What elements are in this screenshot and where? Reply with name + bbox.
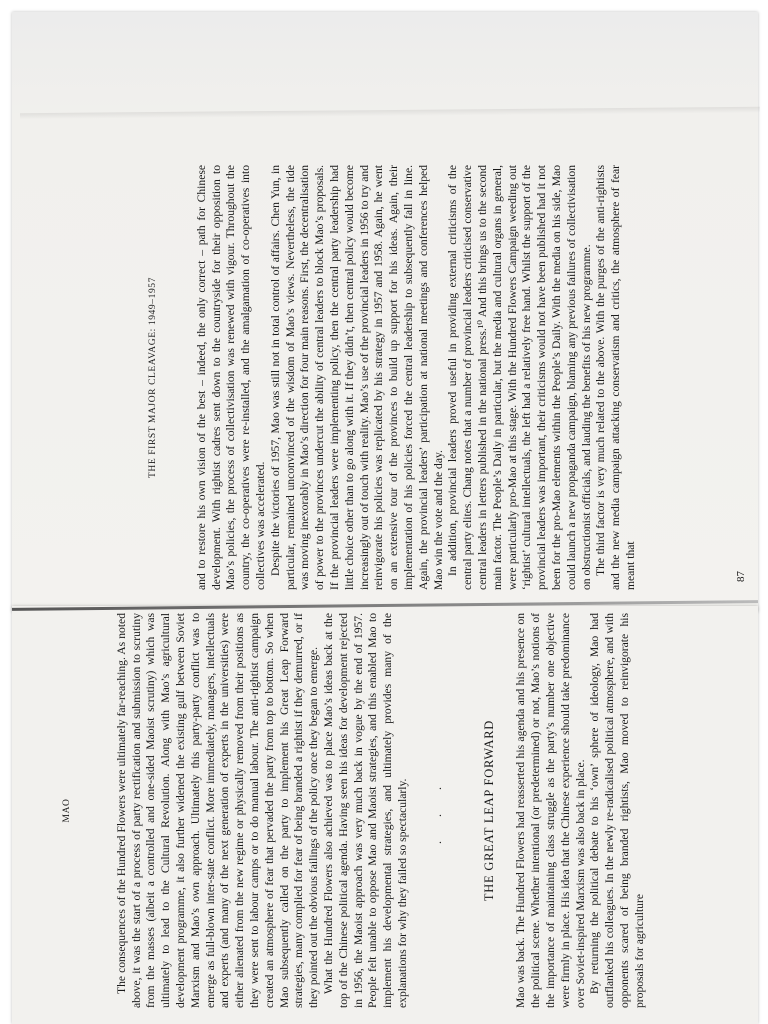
paragraph: In addition, provincial leaders proved useful in providing external criticisms of the central party elites. Chang notes that a number of provincial leaders criticised conservative central leaders in letters published in the national press.¹⁰ And this brings us to the second main factor. The People’s Daily in particular, but the media and cultural organs in general, were particularly pro-Mao at this stage. With the Hundred Flowers Campaign weeding out ‘rightist’ cultural intellectuals, the left had a relatively free hand. Whilst the support of the provincial leaders was important, their criticisms would not have been published had it not been for the pro-Mao elements within the People’s Daily. With the media on his side, Mao could launch a new propaganda campaign, blaming any previous failures of collectivisation on obstructionist officials, and lauding the benefits of his new programme. — [446, 165, 593, 590]
paragraph: Despite the victories of 1957, Mao was still not in total control of affairs. Chen Yun, in particular, remained unconvinced of the wisdom of Mao’s views. Nevertheless, the tide was moving inexorably in Mao’s direction for four main reasons. First, the decentralisation of power to the provinces undercut the ability of central leaders to block Mao’s proposals. If the provincial leaders were implementing policy, then the central party leadership had little choice other than to go along with it. If they didn’t, then central policy would become increasingly out of touch with reality. Mao’s use of the provincial leaders in 1956 to try and reinvigorate his policies was replicated by his strategy in 1957 and 1958. Again, he went on an extensive tour of the provinces to build up support for his ideas. Again, their implementation of his policies forced the central leadership to subsequently fall in line. Again, the provincial leaders’ participation at national meetings and conferences helped Mao win the vote and the day. — [268, 165, 445, 590]
left-page-text — [60, 613, 750, 1008]
paragraph: What the Hundred Flowers also achieved was to place Mao’s ideas back at the top of the Chinese political agenda. Having seen his ideas for development rejected in 1956, the Maoist approach was very much back in vogue by the end of 1957. People felt unable to oppose Mao and Maoist strategies, and this enabled Mao to implement his developmental strategies, and ultimately provides many of the explanations for why they failed so spectacularly. — [321, 613, 409, 1008]
section-break-ornament: · · · — [432, 776, 447, 845]
paragraph: The third factor is very much related to the above. With the purges of the anti-rightists and the new media campaign attacking conservatism and critics, the atmosphere of fear meant that — [594, 165, 637, 590]
running-head: THE FIRST MAJOR CLEAVAGE: 1949–1957 — [148, 277, 158, 478]
running-head: MAO — [62, 798, 72, 823]
paragraph: By returning the political debate to his ‘own’ sphere of ideology, Mao had outflanked his colleagues. In the newly re-radicalised political atmosphere, and with opponents scared of being branded rightists, Mao moved to reinvigorate his proposals for agriculture — [588, 613, 646, 1008]
paragraph: The consequences of the Hundred Flowers were ultimately far-reaching. As noted above, it was the start of a process of party rectification and submission to scrutiny from the masses (albeit a controlled and one-sided Maoist scrutiny) which was ultimately to lead to the Cultural Revolution. Along with Mao’s agricultural development programme, it also further widened the existing gulf between Soviet Marxism and Mao’s own approach. Ultimately this party-party conflict was to emerge as full-blown inter-state conflict. More immediately, managers, intellectuals and experts (and many of the next generation of experts in the universities) were either alienated from the new regime or physically removed from their positions as they were sent to labour camps or to do manual labour. The anti-rightist campaign created an atmosphere of fear that pervaded the party from top to bottom. So when Mao subsequently called on the party to implement his Great Leap Forward strategies, many complied for fear of being branded a rightist if they demurred, or if they pointed out the obvious failings of the policy once they began to emerge. — [114, 613, 321, 1008]
right-page-text — [146, 165, 736, 590]
paragraph: and to restore his own vision of the best – indeed, the only correct – path for Chinese development. With rightist cadres sent down to the countryside for their opposition to Mao’s policies, the process of collectivisation was renewed with vigour. Throughout the country, the co-operatives were re-installed, and the amalgamation of co-operatives into collectives was accelerated. — [194, 165, 267, 590]
section-heading: THE GREAT LEAP FORWARD — [481, 719, 496, 902]
paragraph: Mao was back. The Hundred Flowers had reasserted his agenda and his presence on the political scene. Whether intentional (or predetermined) or not, Mao’s notions of the importance of maintaining class struggle as the party’s number one objective were firmly in place. His idea that the Chinese experience should take predominance over Soviet-inspired Marxism was also back in place. — [514, 613, 587, 1008]
page-number: 87 — [735, 571, 747, 582]
